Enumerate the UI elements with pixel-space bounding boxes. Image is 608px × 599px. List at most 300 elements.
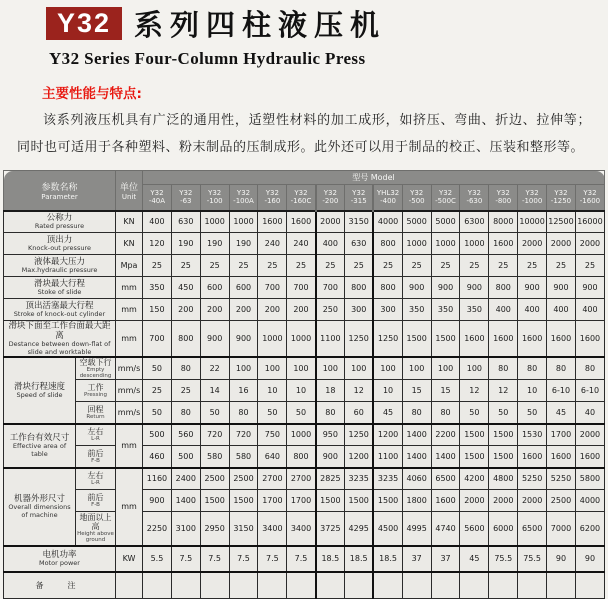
value-cell: 800 (373, 233, 402, 255)
value-cell: 18.5 (316, 546, 345, 572)
value-cell: 37 (402, 546, 431, 572)
value-cell: 80 (547, 357, 576, 380)
value-cell: 25 (547, 255, 576, 277)
value-cell: 4060 (402, 468, 431, 490)
value-cell: 2500 (200, 468, 229, 490)
value-cell: 5250 (547, 468, 576, 490)
value-cell: 900 (518, 277, 547, 299)
value-cell: 45 (460, 546, 489, 572)
value-cell: 1500 (460, 446, 489, 468)
value-cell: 1400 (402, 446, 431, 468)
unit-cell: mm (116, 468, 143, 546)
unit-cell: mm (116, 299, 143, 321)
value-cell: 1250 (345, 321, 374, 358)
value-cell: 5000 (431, 211, 460, 233)
value-cell: 6000 (489, 512, 518, 546)
value-cell: 1530 (518, 424, 547, 446)
value-cell: 700 (258, 277, 287, 299)
value-cell: 80 (402, 402, 431, 424)
value-cell: 25 (258, 255, 287, 277)
value-cell: 1500 (489, 446, 518, 468)
value-cell: 10000 (518, 211, 547, 233)
value-cell: 2700 (258, 468, 287, 490)
value-cell: 90 (575, 546, 604, 572)
value-cell: 60 (345, 402, 374, 424)
value-cell (143, 572, 172, 599)
subparam-cell: 回程 Return (76, 402, 116, 424)
value-cell (373, 572, 402, 599)
value-cell: 100 (316, 357, 345, 380)
value-cell: 1600 (547, 446, 576, 468)
value-cell: 1400 (402, 424, 431, 446)
value-cell: 450 (171, 277, 200, 299)
value-cell: 1500 (200, 490, 229, 512)
value-cell: 1000 (287, 321, 316, 358)
value-cell: 40 (575, 402, 604, 424)
value-cell (518, 572, 547, 599)
value-cell: 50 (518, 402, 547, 424)
value-cell: 400 (489, 299, 518, 321)
value-cell: 25 (402, 255, 431, 277)
value-cell: 12 (345, 380, 374, 402)
subparam-cell: 地面以上高 Height above ground (76, 512, 116, 546)
value-cell: 2000 (489, 490, 518, 512)
value-cell: 1200 (345, 446, 374, 468)
model-header: Y32 -160 (258, 185, 287, 211)
value-cell: 900 (143, 490, 172, 512)
value-cell: 800 (287, 446, 316, 468)
value-cell: 3725 (316, 512, 345, 546)
value-cell: 2250 (143, 512, 172, 546)
value-cell: 900 (229, 321, 258, 358)
param-cell: 滑块最大行程 Stoke of slide (4, 277, 116, 299)
value-cell (345, 572, 374, 599)
value-cell: 4295 (345, 512, 374, 546)
value-cell: 37 (431, 546, 460, 572)
value-cell: 45 (373, 402, 402, 424)
value-cell: 900 (316, 446, 345, 468)
value-cell: 80 (431, 402, 460, 424)
value-cell: 45 (547, 402, 576, 424)
value-cell: 80 (229, 402, 258, 424)
model-header: Y32 -40A (143, 185, 172, 211)
page-title-en: Y32 Series Four-Column Hydraulic Press (49, 49, 366, 68)
value-cell: 2000 (547, 233, 576, 255)
value-cell: 250 (316, 299, 345, 321)
value-cell (460, 572, 489, 599)
value-cell: 1500 (316, 490, 345, 512)
value-cell: 100 (431, 357, 460, 380)
value-cell: 4200 (460, 468, 489, 490)
value-cell: 1200 (373, 424, 402, 446)
subparam-cell: 工作 Pressing (76, 380, 116, 402)
value-cell: 1000 (258, 321, 287, 358)
value-cell: 1600 (518, 321, 547, 358)
model-header: Y32 -800 (489, 185, 518, 211)
value-cell: 50 (143, 402, 172, 424)
value-cell: 580 (200, 446, 229, 468)
value-cell: 12 (460, 380, 489, 402)
value-cell: 10 (373, 380, 402, 402)
value-cell: 5800 (575, 468, 604, 490)
value-cell: 200 (171, 299, 200, 321)
value-cell: 6200 (575, 512, 604, 546)
features-heading: 主要性能与特点: (42, 86, 142, 102)
value-cell: 25 (287, 255, 316, 277)
value-cell: 5000 (402, 211, 431, 233)
value-cell: 1160 (143, 468, 172, 490)
value-cell: 2000 (518, 490, 547, 512)
value-cell: 240 (258, 233, 287, 255)
value-cell: 16000 (575, 211, 604, 233)
value-cell: 350 (143, 277, 172, 299)
model-header: Y32 -100 (200, 185, 229, 211)
value-cell: 200 (258, 299, 287, 321)
value-cell (431, 572, 460, 599)
value-cell: 1600 (575, 321, 604, 358)
value-cell: 150 (143, 299, 172, 321)
value-cell: 4500 (373, 512, 402, 546)
value-cell: 120 (143, 233, 172, 255)
value-cell: 25 (143, 380, 172, 402)
value-cell: 640 (258, 446, 287, 468)
unit-cell: KW (116, 546, 143, 572)
value-cell: 190 (229, 233, 258, 255)
subparam-cell: 前后 F-B (76, 446, 116, 468)
param-cell: 顶出力 Knock-out pressure (4, 233, 116, 255)
value-cell: 25 (431, 255, 460, 277)
value-cell: 200 (287, 299, 316, 321)
value-cell: 1600 (489, 321, 518, 358)
value-cell: 630 (171, 211, 200, 233)
value-cell: 900 (460, 277, 489, 299)
value-cell: 5250 (518, 468, 547, 490)
unit-cell: mm/s (116, 402, 143, 424)
value-cell: 1700 (287, 490, 316, 512)
value-cell: 1500 (373, 490, 402, 512)
param-cell: 液体最大压力 Max.hydraulic pressure (4, 255, 116, 277)
value-cell: 1600 (518, 446, 547, 468)
unit-cell: mm/s (116, 380, 143, 402)
value-cell: 900 (547, 277, 576, 299)
value-cell: 1000 (200, 211, 229, 233)
value-cell: 600 (229, 277, 258, 299)
value-cell: 1000 (431, 233, 460, 255)
model-header: Y32 -1600 (575, 185, 604, 211)
unit-header: 单位 Unit (116, 171, 143, 211)
subparam-cell: 前后 F-B (76, 490, 116, 512)
value-cell: 2500 (547, 490, 576, 512)
value-cell: 1600 (575, 446, 604, 468)
value-cell: 3400 (258, 512, 287, 546)
value-cell: 6-10 (575, 380, 604, 402)
spec-table-body (4, 211, 605, 599)
value-cell: 1600 (287, 211, 316, 233)
model-header: Y32 -500 (402, 185, 431, 211)
value-cell: 1000 (229, 211, 258, 233)
value-cell: 2000 (575, 233, 604, 255)
value-cell: 7.5 (200, 546, 229, 572)
value-cell: 2825 (316, 468, 345, 490)
value-cell: 50 (258, 402, 287, 424)
value-cell: 25 (489, 255, 518, 277)
unit-cell (116, 572, 143, 599)
value-cell: 720 (229, 424, 258, 446)
value-cell: 200 (200, 299, 229, 321)
value-cell: 15 (402, 380, 431, 402)
value-cell (489, 572, 518, 599)
model-header: Y32 -500C (431, 185, 460, 211)
features-section (17, 82, 591, 161)
value-cell: 7.5 (229, 546, 258, 572)
param-cell: 公称力 Rated pressure (4, 211, 116, 233)
value-cell: 240 (287, 233, 316, 255)
param-cell: 工作台有效尺寸 Effective area of table (4, 424, 76, 468)
value-cell: 800 (373, 277, 402, 299)
value-cell: 2400 (171, 468, 200, 490)
model-header: Y32 -630 (460, 185, 489, 211)
value-cell: 90 (547, 546, 576, 572)
value-cell: 1100 (316, 321, 345, 358)
value-cell: 400 (518, 299, 547, 321)
value-cell: 16 (229, 380, 258, 402)
value-cell: 6500 (518, 512, 547, 546)
spec-table (3, 170, 605, 599)
value-cell: 1600 (431, 490, 460, 512)
model-header: Y32 -1000 (518, 185, 547, 211)
value-cell: 2700 (287, 468, 316, 490)
value-cell: 700 (287, 277, 316, 299)
value-cell: 300 (345, 299, 374, 321)
value-cell: 7000 (547, 512, 576, 546)
value-cell: 25 (518, 255, 547, 277)
value-cell: 1400 (431, 446, 460, 468)
value-cell (229, 572, 258, 599)
value-cell: 3150 (229, 512, 258, 546)
value-cell: 7.5 (258, 546, 287, 572)
value-cell (258, 572, 287, 599)
value-cell: 80 (316, 402, 345, 424)
value-cell: 400 (316, 233, 345, 255)
value-cell: 12500 (547, 211, 576, 233)
value-cell (200, 572, 229, 599)
value-cell: 900 (575, 277, 604, 299)
value-cell (287, 572, 316, 599)
param-cell: 滑块行程速度 Speed of slide (4, 357, 76, 424)
value-cell: 900 (402, 277, 431, 299)
value-cell: 7.5 (171, 546, 200, 572)
value-cell: 100 (258, 357, 287, 380)
subparam-cell: 左右 L-R (76, 468, 116, 490)
value-cell: 400 (547, 299, 576, 321)
value-cell: 1600 (258, 211, 287, 233)
value-cell: 400 (575, 299, 604, 321)
value-cell: 460 (143, 446, 172, 468)
value-cell: 100 (460, 357, 489, 380)
value-cell: 3235 (373, 468, 402, 490)
value-cell (171, 572, 200, 599)
value-cell: 1000 (460, 233, 489, 255)
value-cell: 22 (200, 357, 229, 380)
value-cell: 700 (143, 321, 172, 358)
unit-cell: KN (116, 211, 143, 233)
value-cell: 1600 (460, 321, 489, 358)
value-cell: 1500 (431, 321, 460, 358)
value-cell: 500 (171, 446, 200, 468)
param-cell: 电机功率 Motor power (4, 546, 116, 572)
value-cell: 720 (200, 424, 229, 446)
value-cell: 190 (171, 233, 200, 255)
value-cell: 1000 (287, 424, 316, 446)
value-cell: 4740 (431, 512, 460, 546)
value-cell: 400 (143, 211, 172, 233)
value-cell (316, 572, 345, 599)
value-cell: 25 (171, 380, 200, 402)
value-cell: 18.5 (373, 546, 402, 572)
value-cell: 3400 (287, 512, 316, 546)
value-cell: 80 (171, 402, 200, 424)
value-cell: 4000 (575, 490, 604, 512)
series-badge: Y32 (46, 7, 122, 40)
value-cell: 5.5 (143, 546, 172, 572)
value-cell: 2500 (229, 468, 258, 490)
value-cell: 25 (229, 255, 258, 277)
value-cell: 350 (460, 299, 489, 321)
value-cell: 100 (287, 357, 316, 380)
model-header: Y32 -100A (229, 185, 258, 211)
value-cell: 25 (143, 255, 172, 277)
value-cell: 4000 (373, 211, 402, 233)
value-cell: 25 (200, 255, 229, 277)
value-cell: 1250 (345, 424, 374, 446)
spec-table-header (4, 171, 605, 211)
value-cell: 6500 (431, 468, 460, 490)
value-cell: 100 (402, 357, 431, 380)
unit-cell: mm (116, 277, 143, 299)
value-cell: 560 (171, 424, 200, 446)
value-cell: 900 (431, 277, 460, 299)
value-cell: 630 (345, 233, 374, 255)
value-cell: 1600 (547, 321, 576, 358)
value-cell: 2000 (460, 490, 489, 512)
param-cell: 备 注 (4, 572, 116, 599)
value-cell: 5600 (460, 512, 489, 546)
value-cell: 600 (200, 277, 229, 299)
value-cell: 580 (229, 446, 258, 468)
value-cell: 80 (575, 357, 604, 380)
value-cell (575, 572, 604, 599)
value-cell: 800 (171, 321, 200, 358)
value-cell: 50 (489, 402, 518, 424)
subparam-cell: 左右 L-R (76, 424, 116, 446)
value-cell: 6300 (460, 211, 489, 233)
value-cell: 100 (373, 357, 402, 380)
value-cell: 10 (518, 380, 547, 402)
value-cell: 25 (171, 255, 200, 277)
value-cell: 25 (345, 255, 374, 277)
value-cell: 1600 (489, 233, 518, 255)
value-cell: 350 (431, 299, 460, 321)
value-cell: 80 (518, 357, 547, 380)
value-cell: 1500 (402, 321, 431, 358)
value-cell: 50 (287, 402, 316, 424)
value-cell: 1400 (171, 490, 200, 512)
value-cell: 6-10 (547, 380, 576, 402)
value-cell: 3235 (345, 468, 374, 490)
model-header: YHL32 -400 (373, 185, 402, 211)
model-header: Y32 -63 (171, 185, 200, 211)
unit-cell: Mpa (116, 255, 143, 277)
value-cell: 25 (460, 255, 489, 277)
value-cell: 10 (287, 380, 316, 402)
value-cell: 25 (373, 255, 402, 277)
unit-cell: KN (116, 233, 143, 255)
value-cell: 3100 (171, 512, 200, 546)
param-cell: 顶出活塞最大行程 Stroke of knock-out cylinder (4, 299, 116, 321)
value-cell: 350 (402, 299, 431, 321)
value-cell: 80 (171, 357, 200, 380)
value-cell (547, 572, 576, 599)
model-header: Y32 -1250 (547, 185, 576, 211)
value-cell: 3150 (345, 211, 374, 233)
value-cell: 50 (200, 402, 229, 424)
value-cell: 1250 (373, 321, 402, 358)
value-cell: 300 (373, 299, 402, 321)
value-cell: 500 (143, 424, 172, 446)
value-cell: 15 (431, 380, 460, 402)
value-cell: 1800 (402, 490, 431, 512)
value-cell: 100 (229, 357, 258, 380)
value-cell: 7.5 (287, 546, 316, 572)
value-cell: 1500 (460, 424, 489, 446)
model-header: Y32 -315 (345, 185, 374, 211)
param-cell: 机器外形尺寸 Overall dimensions of machine (4, 468, 76, 546)
value-cell: 2000 (316, 211, 345, 233)
model-header: Y32 -160C (287, 185, 316, 211)
subparam-cell: 空载下行 Empty descending (76, 357, 116, 380)
unit-cell: mm (116, 424, 143, 468)
value-cell: 200 (229, 299, 258, 321)
value-cell: 900 (200, 321, 229, 358)
page-title-cn: 系列四柱液压机 (134, 8, 387, 42)
model-header: Y32 -200 (316, 185, 345, 211)
value-cell: 1100 (373, 446, 402, 468)
value-cell: 1700 (547, 424, 576, 446)
value-cell: 50 (460, 402, 489, 424)
value-cell: 12 (489, 380, 518, 402)
value-cell: 14 (200, 380, 229, 402)
value-cell: 75.5 (518, 546, 547, 572)
unit-cell: mm/s (116, 357, 143, 380)
unit-cell: mm (116, 321, 143, 358)
value-cell: 4995 (402, 512, 431, 546)
value-cell: 800 (345, 277, 374, 299)
model-group-header: 型号 Model (143, 171, 605, 185)
value-cell: 950 (316, 424, 345, 446)
value-cell: 1500 (345, 490, 374, 512)
value-cell: 2000 (575, 424, 604, 446)
value-cell: 2000 (518, 233, 547, 255)
page-header (0, 0, 608, 69)
value-cell: 1700 (258, 490, 287, 512)
value-cell: 800 (489, 277, 518, 299)
value-cell: 18.5 (345, 546, 374, 572)
value-cell: 50 (143, 357, 172, 380)
value-cell (402, 572, 431, 599)
value-cell: 25 (575, 255, 604, 277)
value-cell: 8000 (489, 211, 518, 233)
features-paragraph: 该系列液压机具有广泛的通用性，适塑性材料的加工成形，如挤压、弯曲、折边、拉伸等；同时也可适用于各种塑料、粉末制品的压制成形。此外还可以用于制品的校正、压装和整形等。 (17, 113, 591, 155)
